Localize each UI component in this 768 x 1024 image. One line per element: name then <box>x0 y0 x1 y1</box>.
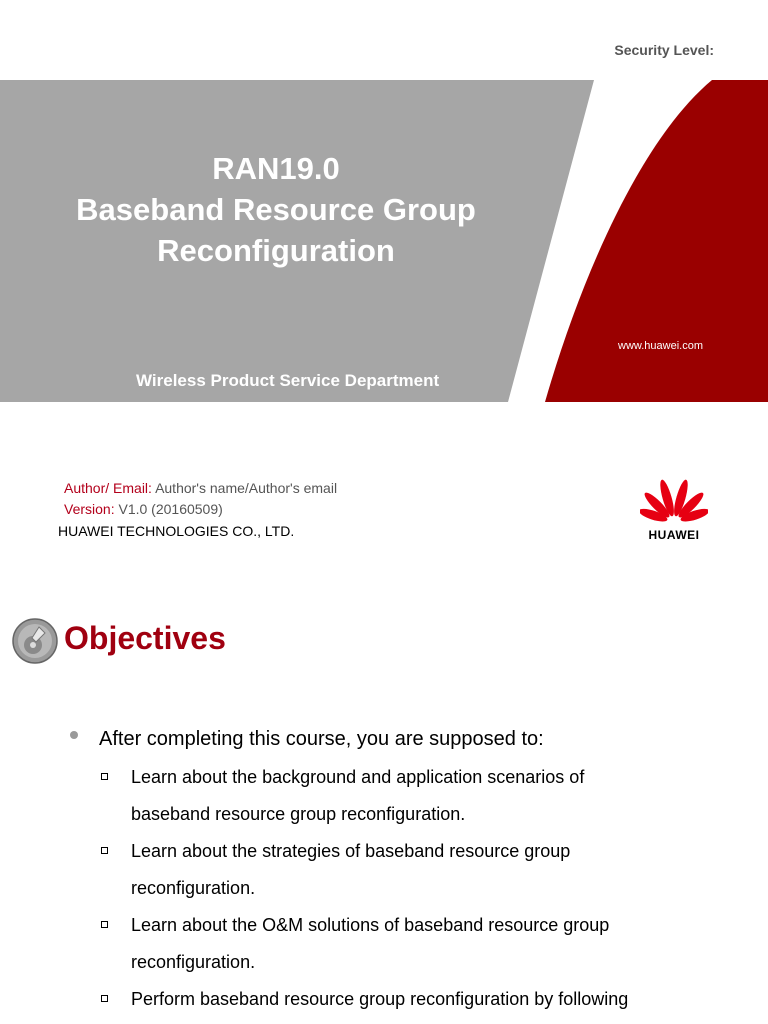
list-item <box>131 907 731 981</box>
huawei-logo-text: HUAWEI <box>648 528 700 542</box>
version-label: Version: <box>64 501 115 517</box>
title-line-1: RAN19.0 <box>212 151 340 186</box>
list-item <box>131 981 731 1018</box>
huawei-petals-icon <box>640 476 708 526</box>
list-item <box>131 833 731 907</box>
course-title <box>20 148 532 271</box>
title-banner <box>0 80 768 402</box>
bullet-dot-icon <box>70 731 78 739</box>
objectives-heading: Objectives <box>64 620 226 656</box>
list-item-line: reconfiguration. <box>131 952 256 972</box>
security-level-label: Security Level: <box>614 42 714 58</box>
company-name: HUAWEI TECHNOLOGIES CO., LTD. <box>58 523 295 539</box>
square-bullet-icon <box>101 773 108 780</box>
objectives-icon <box>12 618 58 664</box>
author-label: Author/ Email: <box>64 480 152 496</box>
objectives-intro: After completing this course, you are supposed to: <box>99 728 544 750</box>
list-item-line: Learn about the background and application scenarios of <box>131 767 585 787</box>
author-value: Author's name/Author's email <box>155 480 338 496</box>
square-bullet-icon <box>101 995 108 1002</box>
list-item <box>131 759 731 833</box>
title-line-2: Baseband Resource Group <box>76 192 476 227</box>
list-item-line: baseband resource group reconfiguration. <box>131 804 466 824</box>
square-bullet-icon <box>101 847 108 854</box>
author-row <box>64 478 337 499</box>
department-name: Wireless Product Service Department <box>136 371 440 390</box>
list-item-line: reconfiguration. <box>131 878 256 898</box>
title-line-3: Reconfiguration <box>157 233 395 268</box>
list-item-line: Perform baseband resource group reconfiguration by following <box>131 989 629 1009</box>
huawei-logo <box>640 476 708 542</box>
square-bullet-icon <box>101 921 108 928</box>
list-item-line: Learn about the O&M solutions of baseband resource group <box>131 915 610 935</box>
version-row <box>64 499 337 520</box>
version-value: V1.0 (20160509) <box>118 501 223 517</box>
website-link[interactable]: www.huawei.com <box>618 340 703 352</box>
author-info <box>64 478 337 520</box>
list-item-line: Learn about the strategies of baseband resource group <box>131 841 571 861</box>
